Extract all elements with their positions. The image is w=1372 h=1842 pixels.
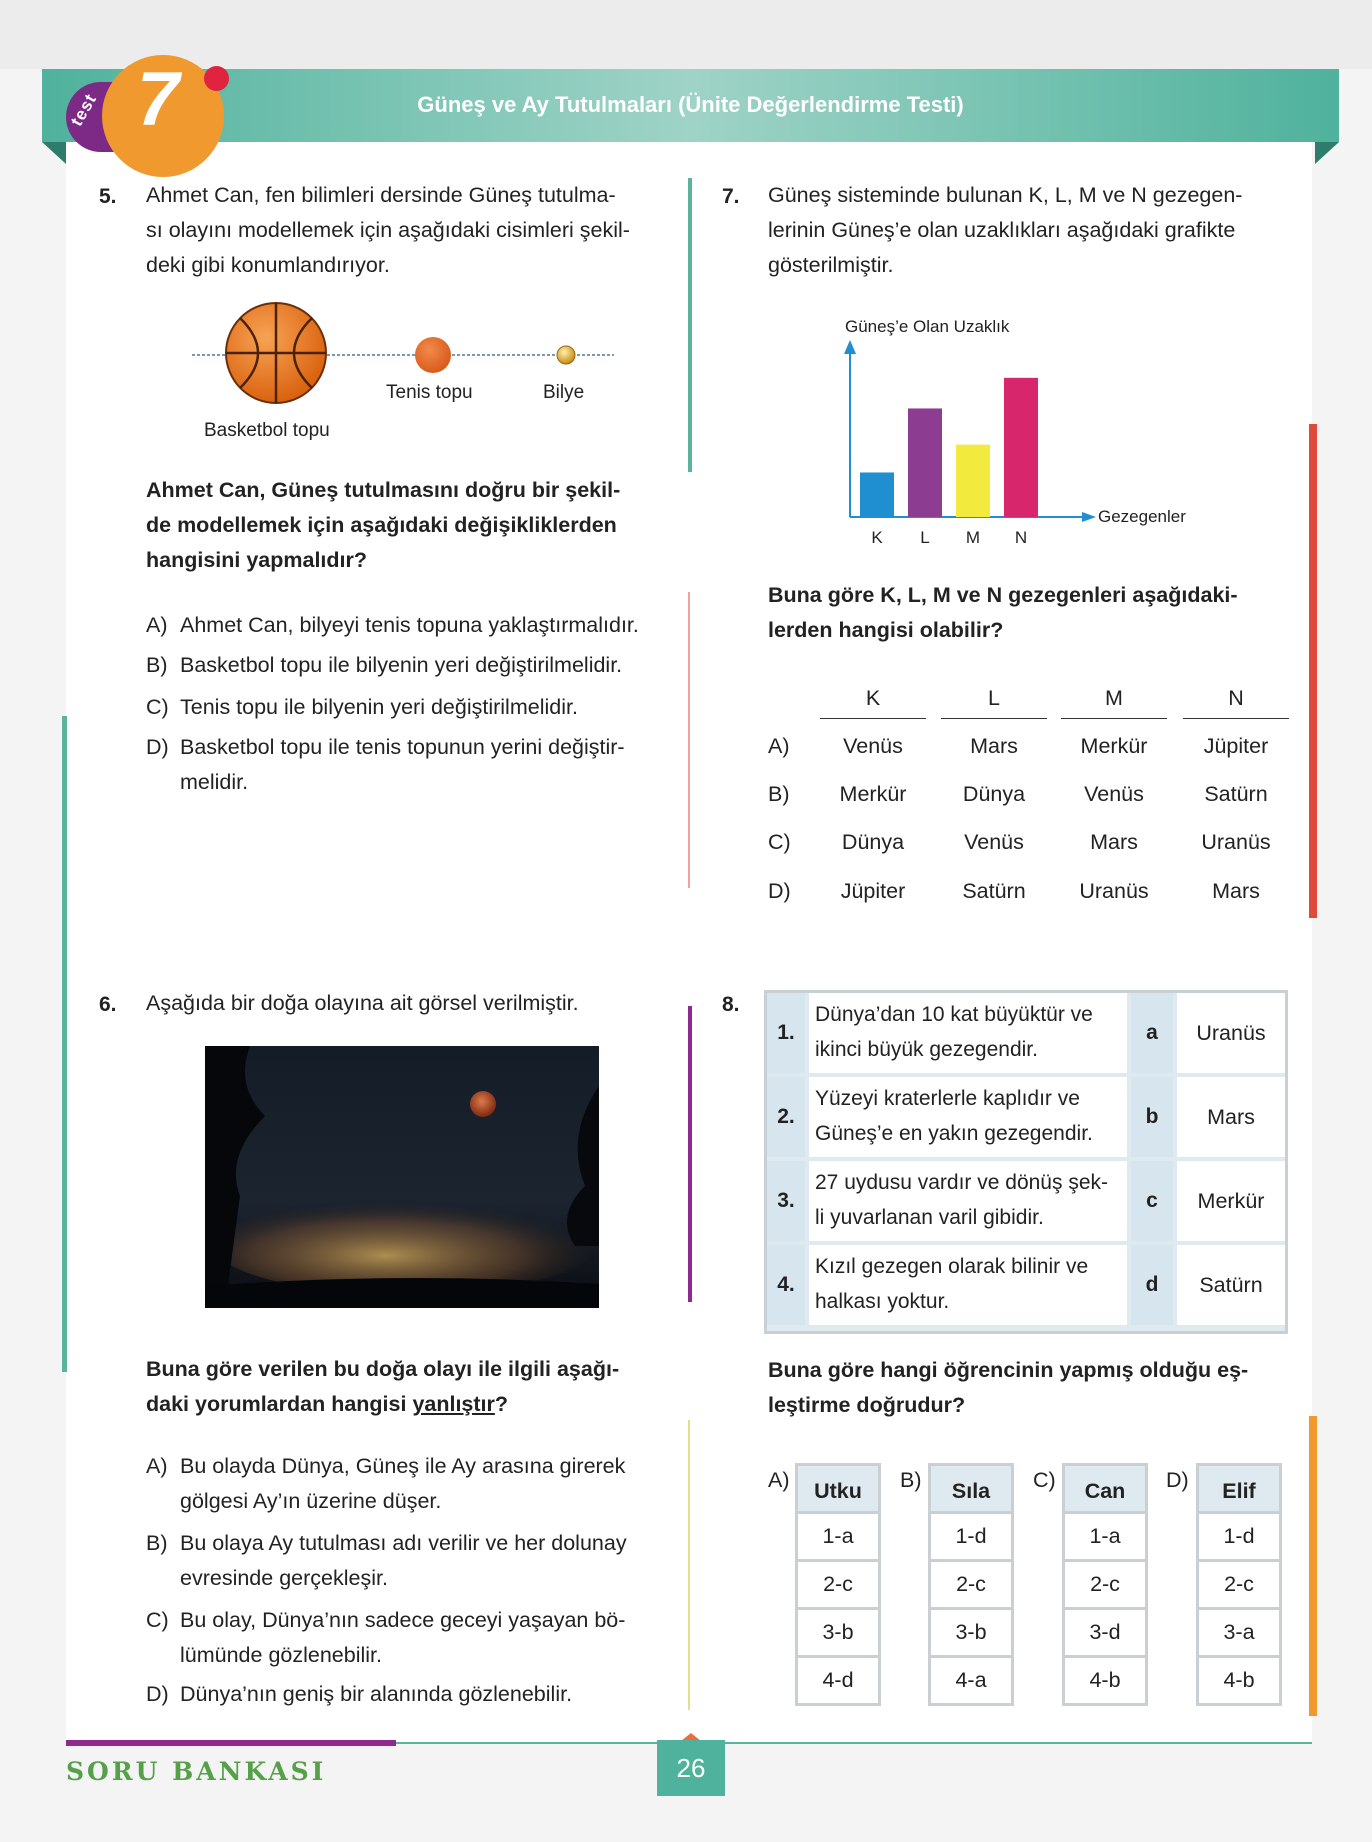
marble-label: Bilye	[543, 382, 585, 403]
q7-col-header: L	[988, 686, 1000, 710]
row-number: 4.	[767, 1245, 805, 1325]
q7-option-a[interactable]	[768, 734, 1286, 764]
option-text: Bu olayda Dünya, Güneş ile Ay arasına girerek	[180, 1454, 626, 1478]
basketball-icon	[226, 303, 326, 403]
option-text: Basketbol topu ile bilyenin yeri değiştirilmelidir.	[180, 653, 623, 677]
chart-tick-labels	[871, 528, 1027, 547]
description-line: Kızıl gezegen olarak bilinir ve	[815, 1255, 1089, 1278]
q6-option-c[interactable]	[146, 1603, 625, 1673]
option-letter: D)	[146, 735, 169, 759]
option-letter: C)	[146, 695, 169, 719]
q7-option-b[interactable]	[768, 782, 1286, 812]
option-cell: Jüpiter	[1203, 734, 1269, 758]
student-pair: 2-c	[1199, 1562, 1279, 1607]
q8-option-b-letter: B)	[900, 1468, 922, 1492]
chart-bar-m	[956, 445, 990, 517]
q6-question-line	[146, 1387, 619, 1422]
chart-x-axis-label: Gezegenler	[1098, 507, 1186, 526]
q7-col-underline	[820, 718, 926, 719]
q8-option-a[interactable]	[795, 1463, 881, 1706]
row-description	[809, 1245, 1127, 1325]
option-cell: Merkür	[839, 782, 907, 806]
row-description	[809, 993, 1127, 1073]
badge-dot	[204, 66, 229, 91]
option-letter: D)	[146, 1682, 169, 1706]
option-letter: C)	[146, 1608, 169, 1632]
q7-col-header: M	[1105, 686, 1123, 710]
option-text: Dünya’nın geniş bir alanında gözlenebilir.	[180, 1682, 573, 1706]
row-planet: Uranüs	[1177, 993, 1285, 1073]
option-letter: D)	[768, 879, 791, 903]
description-line: li yuvarlanan varil gibidir.	[815, 1206, 1044, 1229]
description-line: Güneş’e en yakın gezegendir.	[815, 1122, 1093, 1145]
q5-number: 5.	[99, 185, 117, 208]
q5-stem-line: deki gibi konumlandırıyor.	[146, 253, 390, 277]
option-cell: Venüs	[843, 734, 903, 758]
option-letter: A)	[146, 613, 168, 637]
student-pair: 4-d	[798, 1658, 878, 1703]
q8-option-d[interactable]	[1196, 1463, 1282, 1706]
option-cell: Mars	[970, 734, 1018, 758]
q8-option-c-letter: C)	[1033, 1468, 1056, 1492]
option-letter: B)	[146, 1531, 168, 1555]
student-name: Elif	[1199, 1466, 1279, 1511]
option-cell: Venüs	[1084, 782, 1144, 806]
student-pair: 4-a	[931, 1658, 1011, 1703]
q5-stem-line: sı olayını modellemek için aşağıdaki cisimleri şekil-	[146, 218, 630, 242]
tennis-ball-label: Tenis topu	[386, 382, 473, 403]
tennis-ball-icon	[415, 337, 451, 373]
description-line: Dünya’dan 10 kat büyüktür ve	[815, 1003, 1093, 1026]
page-top-background	[0, 0, 1372, 69]
option-cell: Venüs	[964, 830, 1024, 854]
q5-question	[146, 473, 620, 578]
banner-fold-left	[42, 142, 66, 164]
q8-number: 8.	[722, 993, 740, 1016]
table-row	[767, 1077, 1285, 1157]
option-text: Ahmet Can, bilyeyi tenis topuna yaklaştırmalıdır.	[180, 613, 639, 637]
option-cell: Dünya	[962, 782, 1026, 806]
option-cell: Uranüs	[1079, 879, 1149, 903]
q6-option-b[interactable]	[146, 1526, 627, 1596]
q8-question	[768, 1353, 1248, 1423]
student-pair: 3-b	[798, 1610, 878, 1655]
option-text: evresinde gerçekleşir.	[180, 1566, 388, 1590]
q6-option-d[interactable]	[146, 1677, 572, 1712]
q6-question-mark: ?	[494, 1392, 509, 1416]
option-text: Bu olaya Ay tutulması adı verilir ve her dolunay	[180, 1531, 627, 1555]
option-cell: Mars	[1212, 879, 1260, 903]
q7-question	[768, 578, 1238, 648]
row-key: c	[1131, 1161, 1173, 1241]
student-name: Sıla	[931, 1466, 1011, 1511]
q6-option-a[interactable]	[146, 1449, 625, 1519]
footer-brand: SORU BANKASI	[66, 1757, 327, 1786]
row-key: a	[1131, 993, 1173, 1073]
row-key: b	[1131, 1077, 1173, 1157]
q5-question-line: hangisini yapmalıdır?	[146, 548, 368, 572]
chart-tick-label: K	[871, 528, 883, 547]
q7-number: 7.	[722, 185, 740, 208]
student-pair: 3-b	[931, 1610, 1011, 1655]
q5-question-line: de modellemek için aşağıdaki değişikliklerden	[146, 513, 617, 537]
q5-option-c[interactable]	[146, 690, 578, 725]
divider-bar-teal	[688, 178, 692, 472]
q8-option-c[interactable]	[1062, 1463, 1148, 1706]
option-text: Bu olay, Dünya’nın sadece geceyi yaşayan bö-	[180, 1608, 626, 1632]
option-cell: Satürn	[962, 879, 1026, 903]
right-margin-bar-red	[1309, 424, 1317, 918]
test-word-label: test	[66, 90, 101, 130]
header-banner	[42, 69, 1339, 142]
student-pair: 3-a	[1199, 1610, 1279, 1655]
basketball-label: Basketbol topu	[204, 420, 330, 441]
row-number: 1.	[767, 993, 805, 1073]
right-margin-bar-orange	[1309, 1416, 1317, 1716]
q5-option-b[interactable]	[146, 648, 622, 683]
q8-option-b[interactable]	[928, 1463, 1014, 1706]
q6-question-text: daki yorumlardan hangisi	[146, 1392, 413, 1416]
row-planet: Satürn	[1177, 1245, 1285, 1325]
row-description	[809, 1077, 1127, 1157]
student-name: Can	[1065, 1466, 1145, 1511]
q7-option-d[interactable]	[768, 879, 1286, 909]
table-row	[767, 1161, 1285, 1241]
option-cell: Jüpiter	[840, 879, 906, 903]
marble-icon	[557, 346, 575, 364]
chart-bar-n	[1004, 378, 1038, 517]
chart-x-axis-arrow	[1082, 512, 1096, 522]
option-cell: Merkür	[1080, 734, 1148, 758]
chart-bar-k	[860, 472, 894, 517]
q5-stem-line: Ahmet Can, fen bilimleri dersinde Güneş tutulma-	[146, 183, 616, 207]
description-line: 27 uydusu vardır ve dönüş şek-	[815, 1171, 1108, 1194]
q5-option-a[interactable]	[146, 608, 639, 643]
option-text: melidir.	[180, 770, 249, 794]
q8-matching-table	[764, 990, 1288, 1334]
student-name: Utku	[798, 1466, 878, 1511]
option-letter: A)	[146, 1454, 168, 1478]
footer-accent-bar	[66, 1740, 396, 1746]
moon-icon	[470, 1091, 496, 1117]
divider-bar-pink	[688, 592, 690, 888]
q7-col-underline	[1061, 718, 1167, 719]
row-key: d	[1131, 1245, 1173, 1325]
banner-fold-right	[1315, 142, 1339, 164]
option-letter: B)	[768, 782, 790, 806]
option-cell: Dünya	[841, 830, 905, 854]
student-pair: 1-a	[798, 1514, 878, 1559]
q6-question-line: Buna göre verilen bu doğa olayı ile ilgili aşağı-	[146, 1357, 620, 1381]
chart-tick-label: M	[965, 528, 981, 547]
row-number: 3.	[767, 1161, 805, 1241]
q7-stem-line: lerinin Güneş’e olan uzaklıkları aşağıdaki grafikte	[768, 218, 1236, 242]
row-number: 2.	[767, 1077, 805, 1157]
q6-number: 6.	[99, 993, 117, 1016]
table-row	[767, 993, 1285, 1073]
q7-stem-line: Güneş sisteminde bulunan K, L, M ve N gezegen-	[768, 183, 1243, 207]
chart-bars	[860, 378, 1038, 517]
student-pair: 3-d	[1065, 1610, 1145, 1655]
q8-question-line: Buna göre hangi öğrencinin yapmış olduğu eş-	[768, 1358, 1249, 1382]
chart-y-axis-label: Güneş’e Olan Uzaklık	[845, 317, 1010, 336]
q7-stem	[768, 178, 1242, 283]
option-cell: Mars	[1090, 830, 1138, 854]
description-line: ikinci büyük gezegendir.	[815, 1038, 1038, 1061]
option-text: Basketbol topu ile tenis topunun yerini değiştir-	[180, 735, 625, 759]
student-pair: 2-c	[931, 1562, 1011, 1607]
q5-option-d[interactable]	[146, 730, 625, 800]
footer-rule	[396, 1742, 1312, 1744]
lunar-eclipse-photo	[205, 1046, 599, 1308]
page-title: Güneş ve Ay Tutulmaları (Ünite Değerlendirme Testi)	[417, 92, 964, 117]
option-text: gölgesi Ay’ın üzerine düşer.	[180, 1489, 442, 1513]
q7-col-header: N	[1228, 686, 1244, 710]
student-pair: 2-c	[798, 1562, 878, 1607]
q5-question-line: Ahmet Can, Güneş tutulmasını doğru bir şekil-	[146, 478, 621, 502]
option-letter: C)	[768, 830, 791, 854]
q7-option-c[interactable]	[768, 830, 1286, 860]
test-number: 7	[136, 57, 180, 142]
q6-intro: Aşağıda bir doğa olayına ait görsel verilmiştir.	[146, 991, 579, 1015]
q7-col-underline	[1183, 718, 1289, 719]
chart-tick-label: N	[1014, 528, 1028, 547]
student-pair: 1-d	[1199, 1514, 1279, 1559]
option-text: Tenis topu ile bilyenin yeri değiştirilmelidir.	[180, 695, 578, 719]
chart-y-axis-arrow	[844, 340, 856, 354]
description-line: Yüzeyi kraterlerle kaplıdır ve	[815, 1087, 1080, 1110]
page-number: 26	[657, 1740, 725, 1796]
option-letter: B)	[146, 653, 168, 677]
student-pair: 4-b	[1065, 1658, 1145, 1703]
q7-question-line: lerden hangisi olabilir?	[768, 618, 1004, 642]
option-cell: Uranüs	[1201, 830, 1271, 854]
q7-distance-chart	[830, 310, 1210, 550]
divider-bar-purple	[688, 1006, 692, 1302]
q8-option-d-letter: D)	[1166, 1468, 1189, 1492]
student-pair: 1-a	[1065, 1514, 1145, 1559]
student-pair: 1-d	[931, 1514, 1011, 1559]
q8-question-line: leştirme doğrudur?	[768, 1393, 966, 1417]
q8-option-a-letter: A)	[768, 1468, 790, 1492]
q7-stem-line: gösterilmiştir.	[768, 253, 894, 277]
q6-question	[146, 1352, 619, 1422]
table-row	[767, 1245, 1285, 1325]
student-pair: 4-b	[1199, 1658, 1279, 1703]
chart-tick-label: L	[920, 528, 930, 547]
q7-col-underline	[941, 718, 1047, 719]
chart-bar-l	[908, 408, 942, 517]
row-planet: Merkür	[1177, 1161, 1285, 1241]
description-line: halkası yoktur.	[815, 1290, 950, 1313]
row-planet: Mars	[1177, 1077, 1285, 1157]
q6-question-emphasis: yanlıştır	[412, 1392, 495, 1416]
left-margin-bar	[62, 716, 67, 1372]
divider-bar-yellow	[688, 1420, 690, 1710]
q7-question-line: Buna göre K, L, M ve N gezegenleri aşağıdaki-	[768, 583, 1238, 607]
q5-stem	[146, 178, 630, 283]
row-description	[809, 1161, 1127, 1241]
option-cell: Satürn	[1204, 782, 1268, 806]
q7-col-header: K	[865, 686, 881, 710]
option-letter: A)	[768, 734, 790, 758]
option-text: lümünde gözlenebilir.	[180, 1643, 382, 1667]
student-pair: 2-c	[1065, 1562, 1145, 1607]
